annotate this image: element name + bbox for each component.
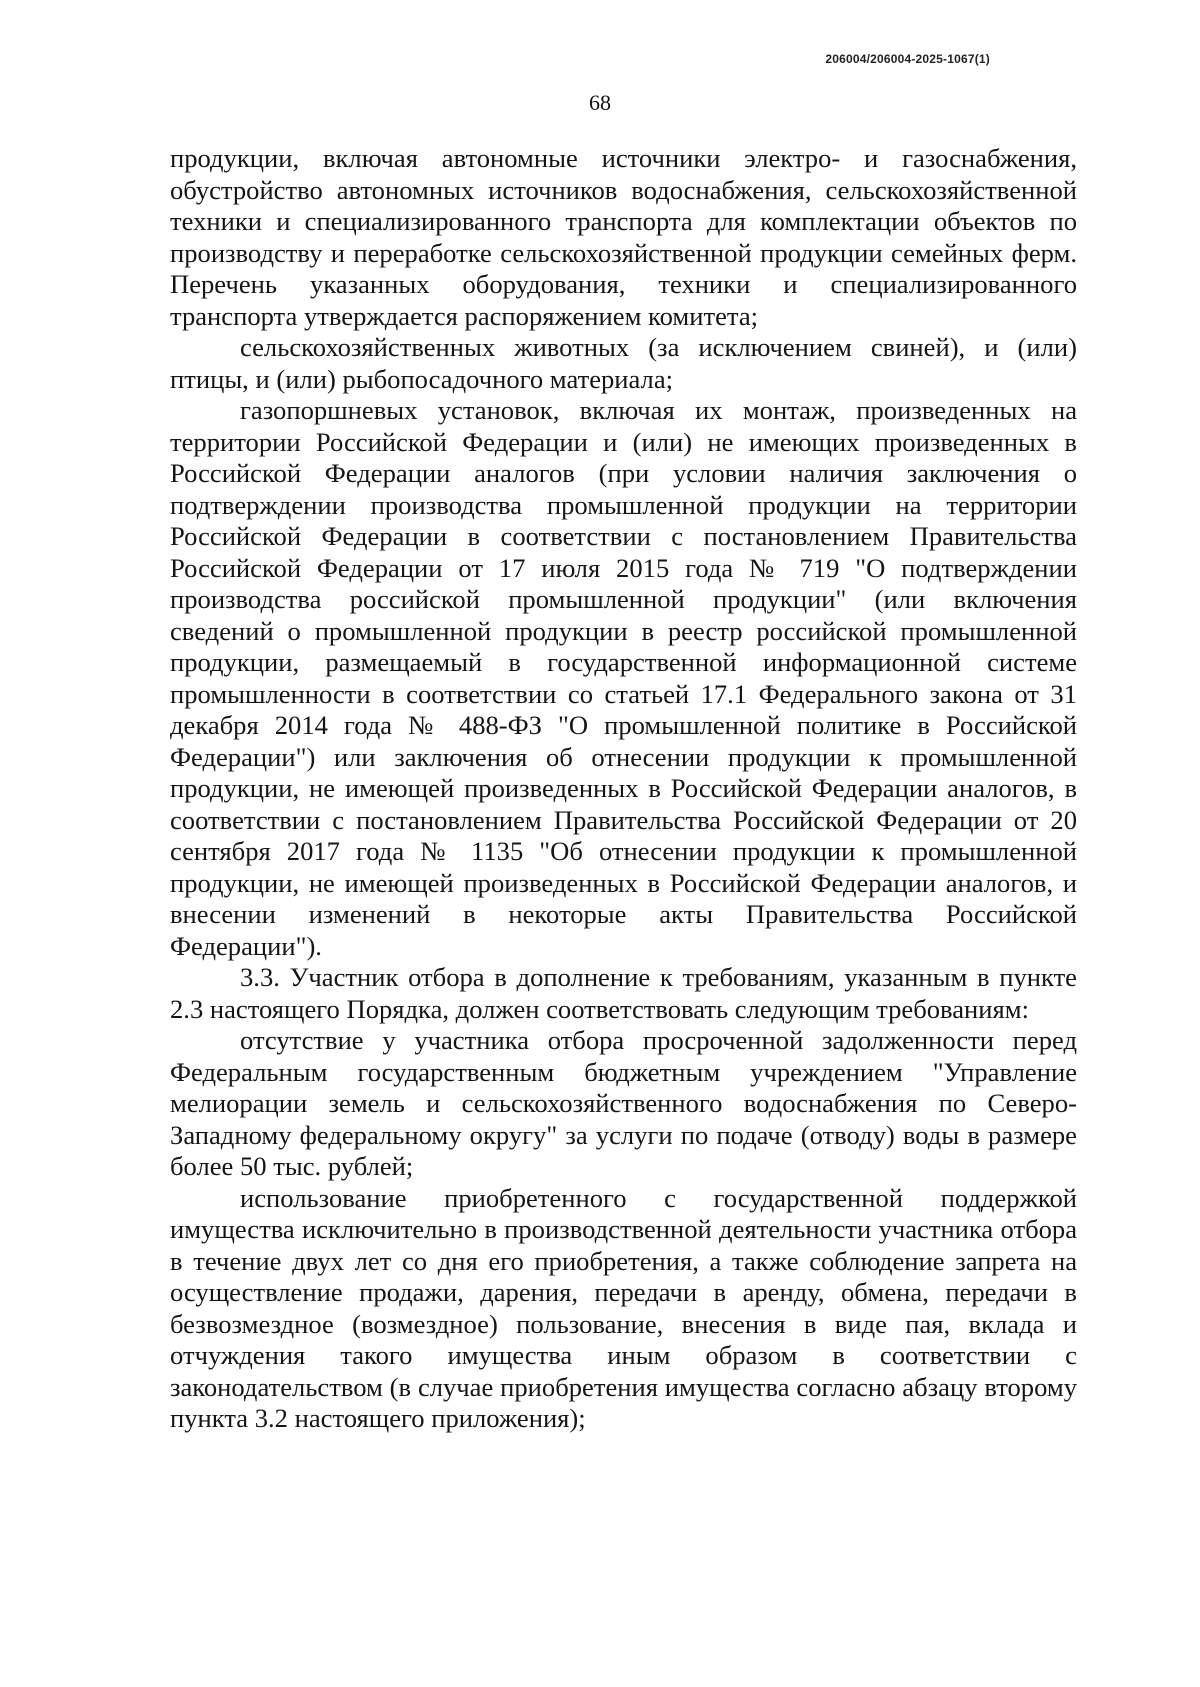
- paragraph-continuation: продукции, включая автономные источники электро- и газоснабжения, обустройство автономных источников водоснабжения, сельскохозяйственной техники и специализированного транспорта для комплектации объектов по производству и переработке сельскохозяйственной продукции семейных ферм. Перечень указанных оборудования, техники и специализированного транспорта утверждается распоряжением комитета;: [170, 143, 1077, 331]
- document-body: [170, 143, 1077, 1435]
- paragraph-section-3-3: 3.3. Участник отбора в дополнение к требованиям, указанным в пункте 2.3 настоящего Порядка, должен соответствовать следующим требованиям:: [170, 962, 1077, 1024]
- document-id: 206004/206004-2025-1067(1): [825, 52, 990, 66]
- paragraph-livestock: сельскохозяйственных животных (за исключением свиней), и (или) птицы, и (или) рыбопосадочного материала;: [170, 332, 1077, 394]
- page-number: 68: [589, 90, 611, 115]
- paragraph-gas-piston-units: газопоршневых установок, включая их монтаж, произведенных на территории Российской Федерации и (или) не имеющих произведенных в Российской Федерации аналогов (при условии наличия заключения о подтверждении производства промышленной продукции на территории Российской Федерации в соответствии с постановлением Правительства Российской Федерации от 17 июля 2015 года № 719 "О подтверждении производства российской промышленной продукции" (или включения сведений о промышленной продукции в реестр российской промышленной продукции, размещаемый в государственной информационной системе промышленности в соответствии со статьей 17.1 Федерального закона от 31 декабря 2014 года № 488-ФЗ "О промышленной политике в Российской Федерации") или заключения об отнесении продукции к промышленной продукции, не имеющей произведенных в Российской Федерации аналогов, в соответствии с постановлением Правительства Российской Федерации от 20 сентября 2017 года № 1135 "Об отнесении продукции к промышленной продукции, не имеющей произведенных в Российской Федерации аналогов, и внесении изменений в некоторые акты Правительства Российской Федерации").: [170, 395, 1077, 961]
- paragraph-property-use: использование приобретенного с государственной поддержкой имущества исключительно в производственной деятельности участника отбора в течение двух лет со дня его приобретения, а также соблюдение запрета на осуществление продажи, дарения, передачи в аренду, обмена, передачи в безвозмездное (возмездное) пользование, внесения в виде пая, вклада и отчуждения такого имущества иным образом в соответствии с законодательством (в случае приобретения имущества согласно абзацу второму пункта 3.2 настоящего приложения);: [170, 1182, 1077, 1433]
- paragraph-no-overdue-debt: отсутствие у участника отбора просроченной задолженности перед Федеральным государственным бюджетным учреждением "Управление мелиорации земель и сельскохозяйственного водоснабжения по Северо-Западному федеральному округу" за услуги по подаче (отводу) воды в размере более 50 тыс. рублей;: [170, 1025, 1077, 1181]
